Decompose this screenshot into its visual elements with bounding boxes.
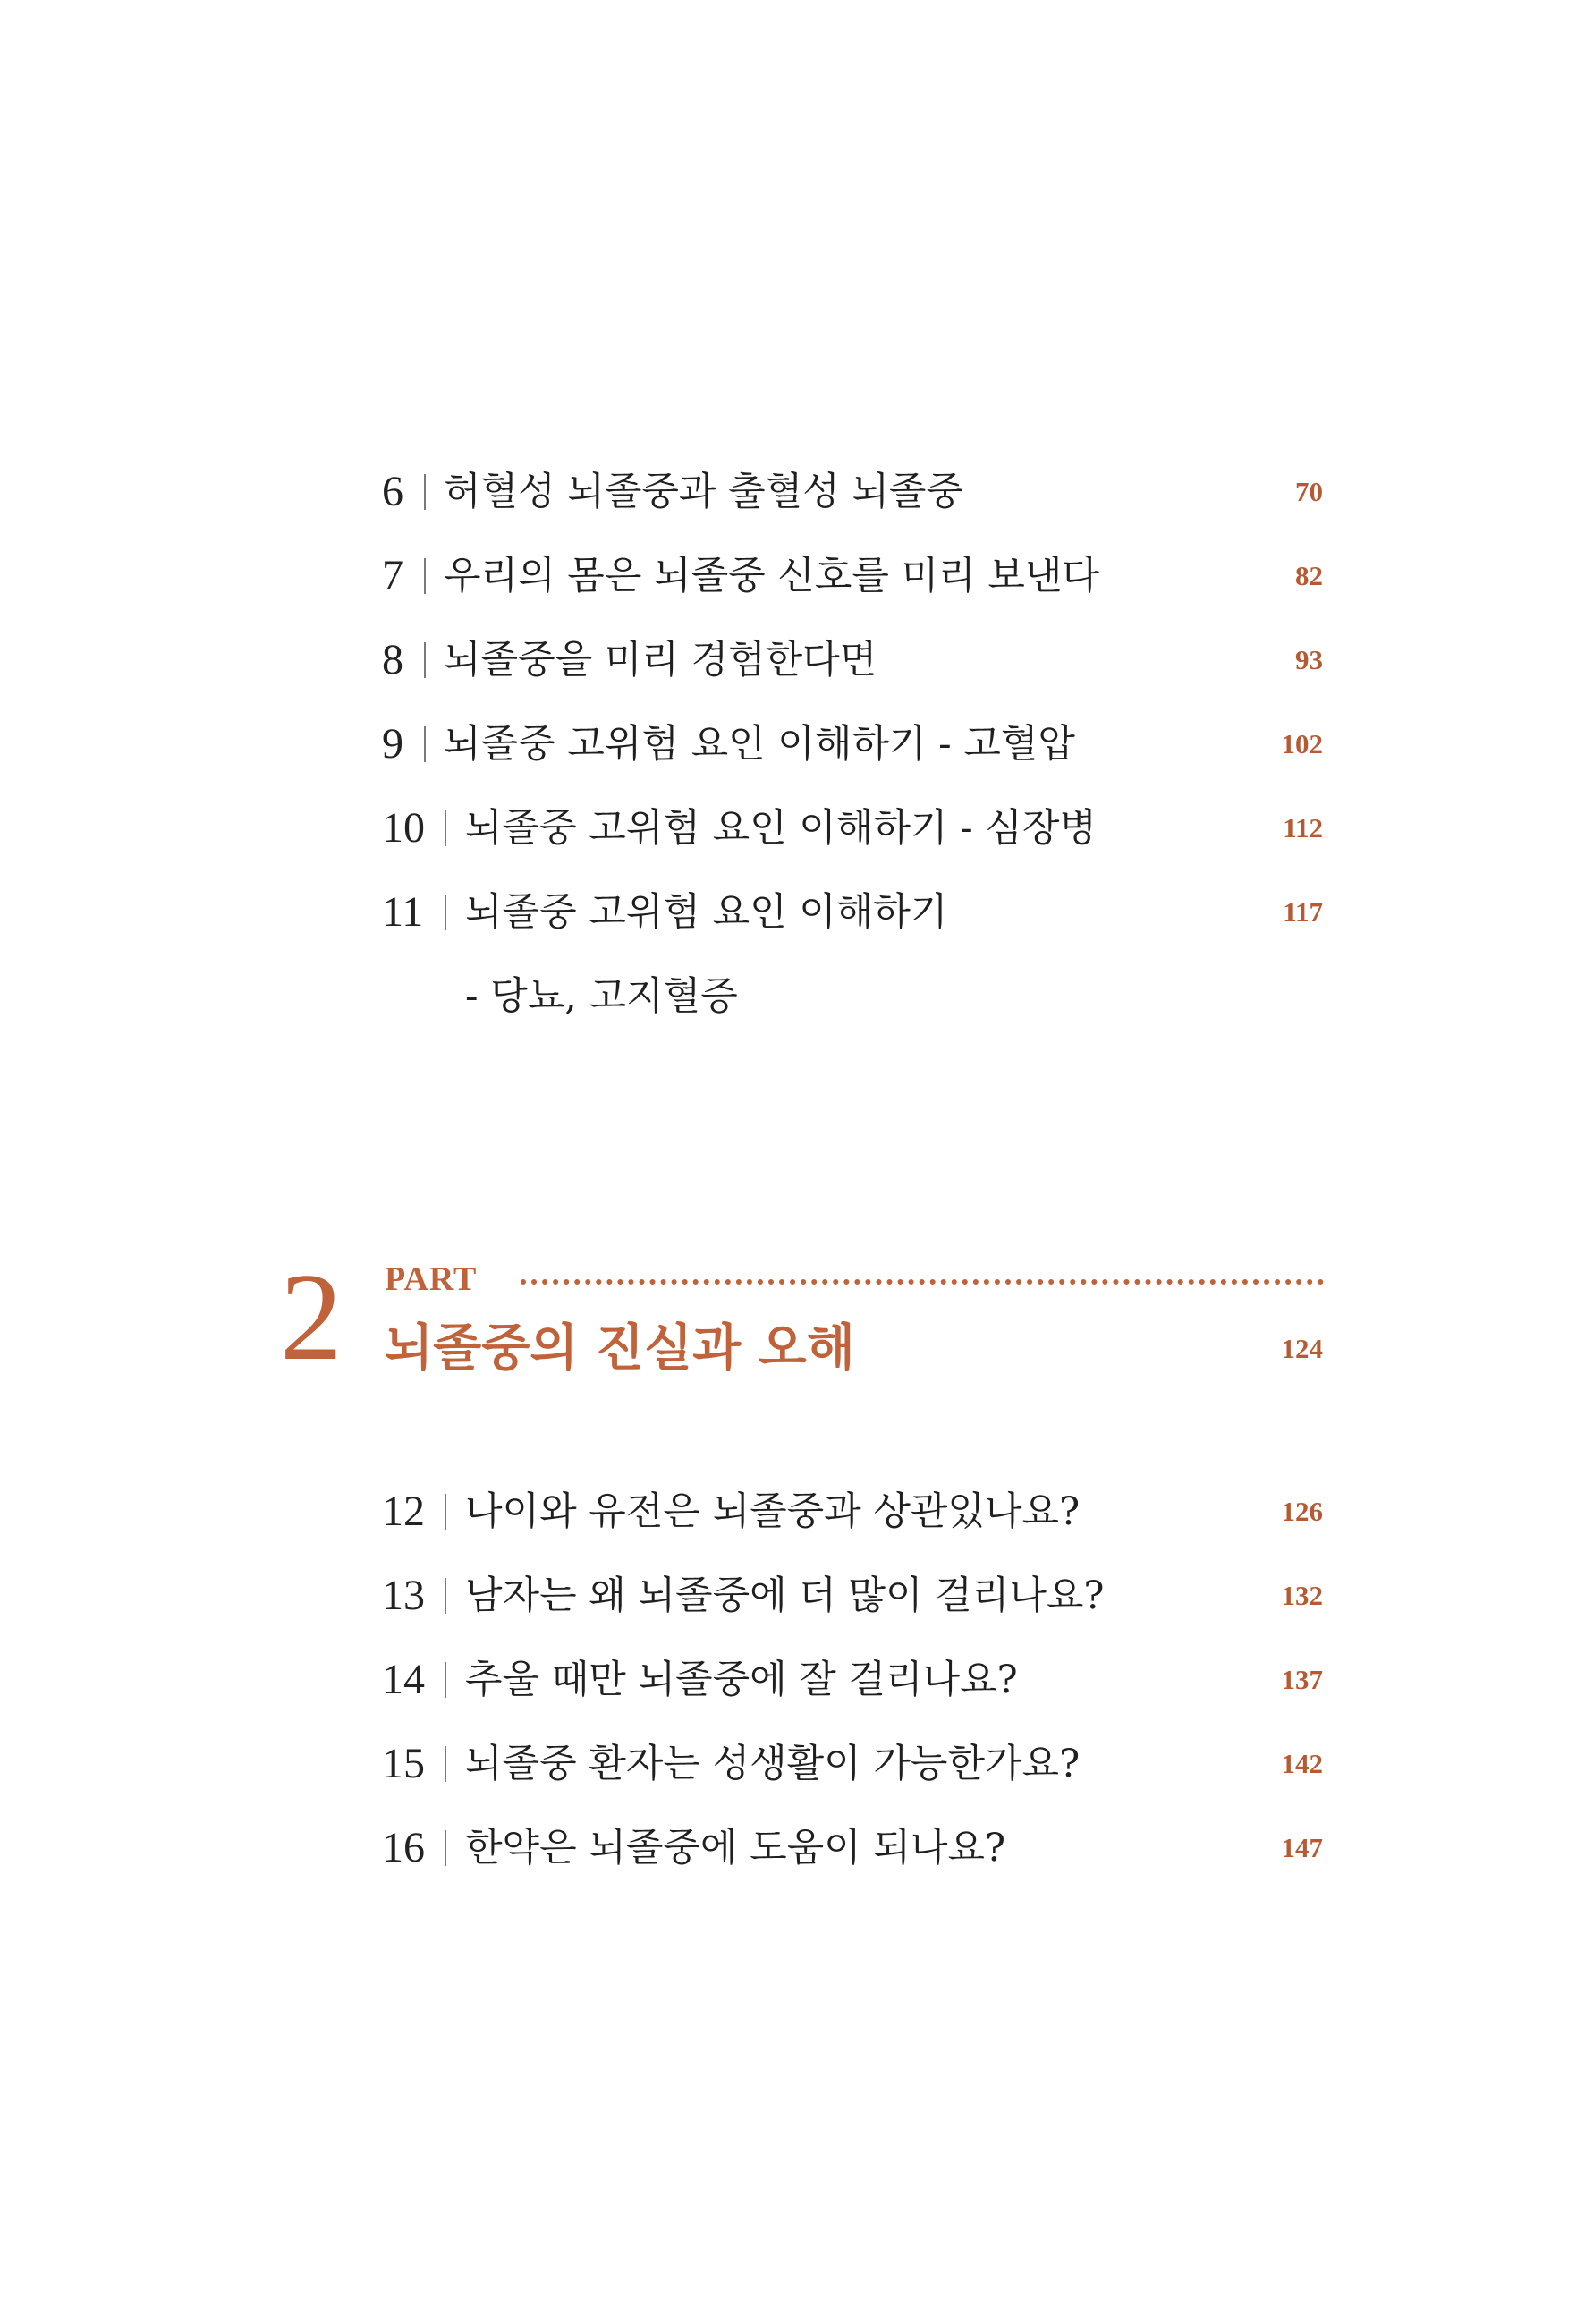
entry-separator	[445, 1494, 446, 1530]
entry-separator	[445, 810, 446, 846]
entry-number: 12	[382, 1488, 425, 1535]
entry-title: 남자는 왜 뇌졸중에 더 많이 걸리나요?	[465, 1573, 1105, 1618]
toc-entry-11[interactable]	[0, 886, 1585, 939]
toc-entry-14[interactable]	[0, 1653, 1585, 1707]
part-page-number: 124	[1281, 1333, 1323, 1364]
toc-entry-8[interactable]	[0, 633, 1585, 687]
toc-entry-15[interactable]	[0, 1737, 1585, 1791]
toc-entry-9[interactable]	[0, 717, 1585, 771]
entry-page-number: 70	[1295, 476, 1323, 507]
entry-title: 뇌졸중 고위험 요인 이해하기 - 고혈압	[444, 722, 1075, 767]
entry-page-number: 147	[1281, 1832, 1323, 1863]
toc-entry-13[interactable]	[0, 1569, 1585, 1623]
toc-entry-16[interactable]	[0, 1821, 1585, 1875]
entry-number: 13	[382, 1572, 425, 1619]
entry-title: 뇌졸중 고위험 요인 이해하기 - 심장병	[465, 806, 1097, 851]
entry-number: 16	[382, 1824, 425, 1871]
entry-separator	[445, 1746, 446, 1782]
entry-number: 6	[382, 468, 403, 515]
entry-page-number: 112	[1283, 812, 1323, 844]
toc-entry-6[interactable]	[0, 465, 1585, 519]
entry-number: 10	[382, 804, 425, 852]
toc-entry-10[interactable]	[0, 802, 1585, 855]
entry-title: 추울 때만 뇌졸중에 잘 걸리나요?	[465, 1658, 1018, 1702]
entry-title: 뇌졸중 고위험 요인 이해하기	[465, 890, 948, 935]
toc-entry-12[interactable]	[0, 1485, 1585, 1539]
entry-page-number: 93	[1295, 644, 1323, 675]
entry-separator	[445, 1578, 446, 1614]
entry-page-number: 126	[1281, 1496, 1323, 1527]
entry-page-number: 142	[1281, 1748, 1323, 1779]
entry-title: 나이와 유전은 뇌졸중과 상관있나요?	[465, 1489, 1081, 1534]
entry-title-continuation: - 당뇨, 고지혈증	[465, 974, 738, 1019]
entry-number: 7	[382, 552, 403, 599]
entry-page-number: 132	[1281, 1580, 1323, 1611]
entry-separator	[445, 1662, 446, 1698]
dotted-leader	[521, 1279, 1324, 1285]
entry-title: 뇌졸중 환자는 성생활이 가능한가요?	[465, 1742, 1081, 1786]
entry-separator	[445, 895, 446, 930]
toc-entry-7[interactable]	[0, 549, 1585, 603]
entry-page-number: 102	[1281, 728, 1323, 759]
entry-separator	[424, 642, 426, 678]
entry-title: 우리의 몸은 뇌졸중 신호를 미리 보낸다	[444, 554, 1099, 598]
part-title: 뇌졸중의 진실과 오해	[385, 1319, 855, 1378]
entry-title: 뇌졸중을 미리 경험한다면	[444, 638, 877, 683]
entry-separator	[424, 558, 426, 594]
entry-number: 14	[382, 1656, 425, 1703]
entry-number: 11	[382, 888, 424, 936]
entry-page-number: 137	[1281, 1664, 1323, 1695]
entry-number: 9	[382, 720, 403, 768]
entry-number: 15	[382, 1740, 425, 1787]
entry-page-number: 82	[1295, 560, 1323, 591]
entry-page-number: 117	[1283, 896, 1323, 928]
part-label: PART	[385, 1260, 478, 1298]
entry-separator	[445, 1830, 446, 1866]
entry-title: 한약은 뇌졸중에 도움이 되나요?	[465, 1826, 1006, 1870]
entry-separator	[424, 474, 426, 510]
entry-number: 8	[382, 636, 403, 683]
entry-separator	[424, 726, 426, 762]
entry-title: 허혈성 뇌졸중과 출혈성 뇌졸중	[444, 470, 963, 514]
part-number: 2	[280, 1248, 343, 1387]
